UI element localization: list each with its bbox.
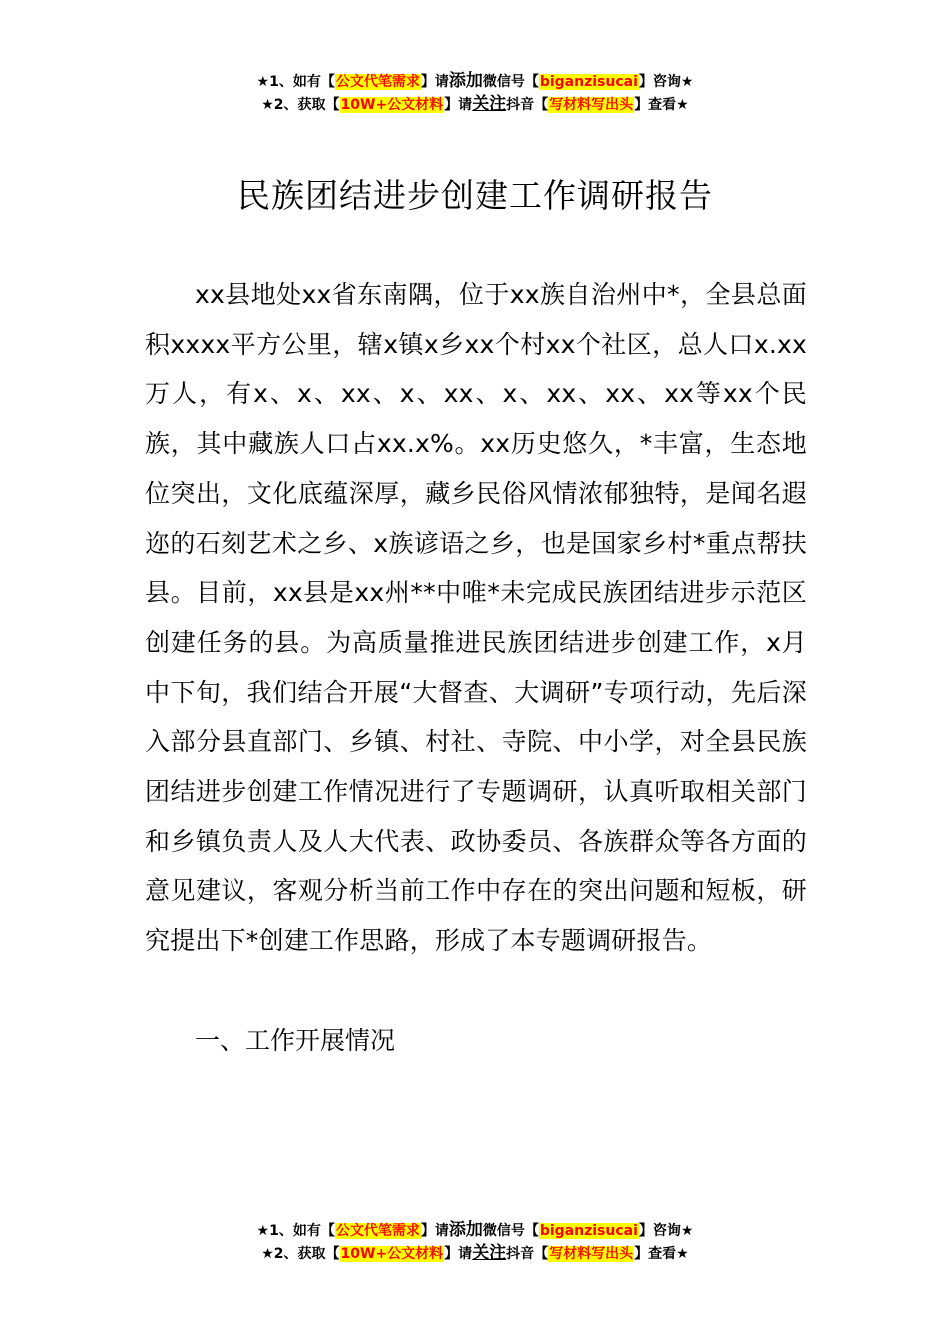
promo-emphasis: 关注 (472, 94, 507, 114)
promo-douyin-account: 写材料写出头 (549, 97, 634, 113)
promo-text: ★2、获取【 (261, 97, 340, 113)
promo-wechat-id: biganzisucai (539, 74, 638, 90)
promo-text: 微信号【 (482, 74, 539, 90)
document-title: 民族团结进步创建工作调研报告 (237, 176, 713, 215)
promo-text: 抖音【 (506, 97, 549, 113)
promo-text: ★1、如有【 (256, 74, 335, 90)
promo-text: 】请 (444, 97, 473, 113)
promo-line-1 (0, 1219, 950, 1242)
promo-text: 】请 (420, 1223, 449, 1239)
promo-highlight: 公文代笔需求 (335, 74, 420, 90)
intro-paragraph: xx县地处xx省东南隅，位于xx族自治州中*，全县总面积xxxx平方公里，辖x镇x乡xx个村xx个社区，总人口x.xx万人，有x、x、xx、x、xx、x、xx、xx、xx等xx个民族，其中藏族人口占xx.x%。xx历史悠久，*丰富，生态地位突出，文化底蕴深厚，藏乡民俗风情浓郁独特，是闻名遐迩的石刻艺术之乡、x族谚语之乡，也是国家乡村*重点帮扶县。目前，xx县是xx州**中唯*未完成民族团结进步示范区创建任务的县。为高质量推进民族团结进步创建工作，x月中下旬，我们结合开展“大督查、大调研”专项行动，先后深入部分县直部门、乡镇、村社、寺院、中小学，对全县民族团结进步创建工作情况进行了专题调研，认真听取相关部门和乡镇负责人及人大代表、政协委员、各族群众等各方面的意见建议，客观分析当前工作中存在的突出问题和短板，研究提出下*创建工作思路，形成了本专题调研报告。 (145, 280, 807, 956)
promo-douyin-account: 写材料写出头 (549, 1246, 634, 1262)
top-promo-banner (0, 70, 950, 116)
promo-line-1 (0, 70, 950, 93)
promo-line-2 (0, 93, 950, 116)
promo-text: 抖音【 (506, 1246, 549, 1262)
bottom-promo-banner (0, 1219, 950, 1265)
promo-highlight: 10W+公文材料 (340, 97, 444, 113)
section-heading: 一、工作开展情况 (195, 1026, 396, 1055)
promo-text: 】咨询★ (638, 74, 694, 90)
promo-highlight: 公文代笔需求 (335, 1223, 420, 1239)
promo-text: 】请 (420, 74, 449, 90)
promo-line-2 (0, 1242, 950, 1265)
promo-text: ★1、如有【 (256, 1223, 335, 1239)
promo-highlight: 10W+公文材料 (340, 1246, 444, 1262)
promo-text: 】咨询★ (638, 1223, 694, 1239)
promo-text: 微信号【 (482, 1223, 539, 1239)
promo-text: 】请 (444, 1246, 473, 1262)
promo-wechat-id: biganzisucai (539, 1223, 638, 1239)
promo-emphasis: 关注 (472, 1243, 507, 1263)
promo-text: ★2、获取【 (261, 1246, 340, 1262)
promo-emphasis: 添加 (448, 1220, 483, 1240)
promo-emphasis: 添加 (448, 71, 483, 91)
promo-text: 】查看★ (634, 1246, 689, 1262)
promo-text: 】查看★ (634, 97, 689, 113)
